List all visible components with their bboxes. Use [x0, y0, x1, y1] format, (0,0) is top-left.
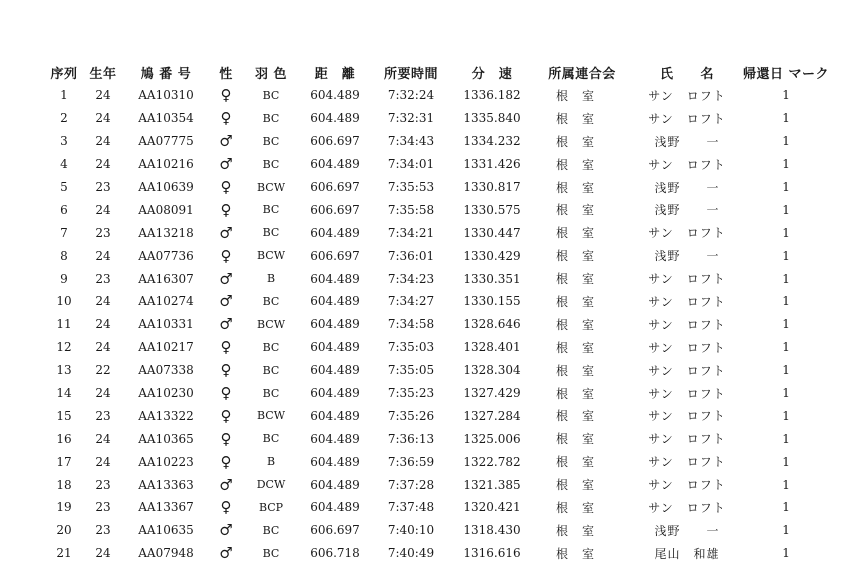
flight-time-cell: 7:35:58 — [387, 202, 435, 217]
return-day-cell: 1 — [782, 546, 790, 561]
owner-name-cell: 浅野 一 — [654, 203, 720, 218]
year-cell: 23 — [95, 225, 111, 240]
flight-time-cell: 7:35:05 — [387, 363, 435, 378]
header-distance: 距 離 — [314, 66, 356, 82]
union-cell: 根室 — [555, 546, 608, 561]
header-speed: 分 速 — [471, 66, 513, 82]
return-day-cell: 1 — [782, 386, 790, 401]
rank-cell: 14 — [56, 386, 72, 401]
speed-cell: 1318.430 — [463, 523, 521, 538]
sex-cell: ♀ — [220, 452, 232, 471]
owner-name-cell: サン ロフト — [648, 478, 726, 493]
flight-time-cell: 7:36:59 — [387, 454, 435, 469]
distance-cell: 604.489 — [310, 454, 360, 469]
results-body — [45, 84, 829, 565]
flight-time-cell: 7:34:27 — [387, 294, 435, 309]
speed-cell: 1316.616 — [463, 546, 521, 561]
year-cell: 24 — [95, 294, 111, 309]
rank-cell: 16 — [56, 431, 72, 446]
return-day-cell: 1 — [782, 180, 790, 194]
distance-cell: 604.489 — [310, 477, 360, 492]
return-day-cell: 1 — [782, 111, 790, 126]
rank-cell: 20 — [56, 523, 72, 538]
ring-number-cell: AA08091 — [138, 202, 194, 217]
sex-cell: ♂ — [219, 223, 233, 242]
table-row — [45, 290, 829, 313]
year-cell: 22 — [95, 363, 111, 378]
table-row — [45, 542, 829, 565]
return-day-cell: 1 — [782, 500, 790, 515]
year-cell: 24 — [95, 454, 111, 469]
return-day-cell: 1 — [782, 523, 790, 538]
flight-time-cell: 7:34:01 — [387, 157, 435, 172]
ring-number-cell: AA10217 — [138, 340, 194, 355]
union-cell: 根室 — [555, 203, 608, 218]
year-cell: 23 — [95, 523, 111, 538]
table-row — [45, 427, 829, 450]
speed-cell: 1330.429 — [463, 248, 521, 263]
table-row — [45, 336, 829, 359]
union-cell: 根室 — [555, 111, 608, 126]
return-day-cell: 1 — [782, 225, 790, 240]
union-cell: 根室 — [555, 249, 608, 264]
table-row — [45, 267, 829, 290]
return-day-cell: 1 — [782, 363, 790, 378]
flight-time-cell: 7:37:28 — [387, 477, 435, 492]
ring-number-cell: AA10365 — [138, 431, 194, 446]
speed-cell: 1336.182 — [463, 88, 521, 103]
owner-name-cell: サン ロフト — [648, 88, 726, 103]
distance-cell: 604.489 — [310, 157, 360, 172]
table-row — [45, 198, 829, 221]
sex-cell: ♀ — [220, 498, 232, 517]
sex-cell: ♀ — [220, 384, 232, 403]
sex-cell: ♀ — [220, 246, 232, 265]
year-cell: 23 — [95, 180, 111, 194]
union-cell: 根室 — [555, 500, 608, 515]
union-cell: 根室 — [555, 432, 608, 447]
return-day-cell: 1 — [782, 477, 790, 492]
owner-name-cell: サン ロフト — [648, 272, 726, 287]
plumage-color-cell: BC — [262, 134, 280, 148]
ring-number-cell: AA07338 — [138, 363, 194, 378]
union-cell: 根室 — [555, 134, 608, 149]
owner-name-cell: サン ロフト — [648, 409, 726, 424]
table-row — [45, 473, 829, 496]
union-cell: 根室 — [555, 226, 608, 241]
flight-time-cell: 7:32:31 — [387, 111, 435, 126]
rank-cell: 7 — [60, 225, 68, 240]
plumage-color-cell: BC — [262, 340, 280, 354]
race-results-table — [45, 60, 829, 565]
distance-cell: 606.697 — [310, 202, 360, 217]
union-cell: 根室 — [555, 272, 608, 287]
flight-time-cell: 7:32:24 — [387, 88, 435, 103]
rank-cell: 15 — [56, 408, 72, 423]
return-day-cell: 1 — [782, 408, 790, 423]
distance-cell: 604.489 — [310, 431, 360, 446]
return-day-cell: 1 — [782, 431, 790, 446]
distance-cell: 606.697 — [310, 523, 360, 538]
union-cell: 根室 — [555, 180, 608, 195]
owner-name-cell: 浅野 一 — [654, 523, 720, 538]
header-name: 氏 名 — [659, 66, 714, 82]
sex-cell: ♂ — [219, 544, 233, 563]
distance-cell: 604.489 — [310, 88, 360, 103]
plumage-color-cell: BC — [262, 386, 280, 400]
union-cell: 根室 — [555, 88, 608, 103]
flight-time-cell: 7:35:53 — [387, 180, 435, 194]
speed-cell: 1330.155 — [463, 294, 521, 309]
table-row — [45, 496, 829, 519]
union-cell: 根室 — [555, 455, 608, 470]
ring-number-cell: AA07775 — [138, 134, 194, 149]
distance-cell: 606.697 — [310, 180, 360, 194]
table-row — [45, 130, 829, 153]
flight-time-cell: 7:40:49 — [387, 546, 435, 561]
distance-cell: 604.489 — [310, 271, 360, 286]
table-row — [45, 313, 829, 336]
distance-cell: 604.489 — [310, 111, 360, 126]
sex-cell: ♀ — [220, 429, 232, 448]
table-row — [45, 221, 829, 244]
plumage-color-cell: BC — [262, 523, 280, 537]
speed-cell: 1327.284 — [463, 408, 521, 423]
year-cell: 24 — [95, 134, 111, 149]
ring-number-cell: AA07948 — [138, 546, 194, 561]
table-row — [45, 382, 829, 405]
distance-cell: 604.489 — [310, 317, 360, 332]
sex-cell: ♂ — [219, 155, 233, 174]
ring-number-cell: AA16307 — [138, 271, 194, 286]
sex-cell: ♀ — [220, 338, 232, 357]
sex-cell: ♂ — [219, 521, 233, 540]
year-cell: 24 — [95, 248, 111, 263]
owner-name-cell: 浅野 一 — [654, 180, 720, 195]
return-day-cell: 1 — [782, 271, 790, 286]
flight-time-cell: 7:37:48 — [387, 500, 435, 515]
return-day-cell: 1 — [782, 157, 790, 172]
owner-name-cell: サン ロフト — [648, 294, 726, 309]
union-cell: 根室 — [555, 317, 608, 332]
sex-cell: ♀ — [220, 406, 232, 425]
sex-cell: ♂ — [219, 269, 233, 288]
plumage-color-cell: BC — [262, 88, 280, 102]
plumage-color-cell: DCW — [256, 478, 286, 492]
speed-cell: 1320.421 — [463, 500, 521, 515]
ring-number-cell: AA10639 — [138, 180, 194, 194]
table-row — [45, 244, 829, 267]
rank-cell: 21 — [56, 546, 72, 561]
speed-cell: 1330.817 — [463, 180, 521, 194]
rank-cell: 9 — [60, 271, 68, 286]
table-row — [45, 450, 829, 473]
rank-cell: 12 — [56, 340, 72, 355]
plumage-color-cell: BC — [262, 432, 280, 446]
speed-cell: 1321.385 — [463, 477, 521, 492]
speed-cell: 1328.401 — [463, 340, 521, 355]
ring-number-cell: AA13367 — [138, 500, 194, 515]
header-ring: 鳩 番 号 — [140, 66, 192, 82]
year-cell: 24 — [95, 386, 111, 401]
owner-name-cell: サン ロフト — [648, 157, 726, 172]
return-day-cell: 1 — [782, 294, 790, 309]
rank-cell: 5 — [60, 180, 68, 194]
union-cell: 根室 — [555, 294, 608, 309]
ring-number-cell: AA13218 — [138, 225, 194, 240]
speed-cell: 1328.646 — [463, 317, 521, 332]
speed-cell: 1327.429 — [463, 386, 521, 401]
header-time: 所要時間 — [383, 66, 438, 82]
ring-number-cell: AA10310 — [138, 88, 194, 103]
year-cell: 24 — [95, 431, 111, 446]
rank-cell: 19 — [56, 500, 72, 515]
rank-cell: 17 — [56, 454, 72, 469]
flight-time-cell: 7:35:03 — [387, 340, 435, 355]
flight-time-cell: 7:34:21 — [387, 225, 435, 240]
rank-cell: 10 — [56, 294, 72, 309]
table-row — [45, 359, 829, 382]
year-cell: 23 — [95, 271, 111, 286]
plumage-color-cell: B — [266, 272, 276, 286]
distance-cell: 604.489 — [310, 294, 360, 309]
flight-time-cell: 7:34:58 — [387, 317, 435, 332]
plumage-color-cell: BCW — [256, 180, 285, 194]
sex-cell: ♀ — [220, 178, 232, 196]
year-cell: 24 — [95, 111, 111, 126]
rank-cell: 4 — [60, 157, 68, 172]
sex-cell: ♀ — [220, 361, 232, 380]
union-cell: 根室 — [555, 363, 608, 378]
owner-name-cell: サン ロフト — [648, 386, 726, 401]
distance-cell: 606.697 — [310, 248, 360, 263]
owner-name-cell: サン ロフト — [648, 363, 726, 378]
speed-cell: 1325.006 — [463, 431, 521, 446]
plumage-color-cell: BC — [262, 226, 280, 240]
ring-number-cell: AA10354 — [138, 111, 194, 126]
distance-cell: 604.489 — [310, 386, 360, 401]
year-cell: 24 — [95, 317, 111, 332]
sex-cell: ♀ — [220, 109, 232, 128]
plumage-color-cell: BC — [262, 111, 280, 125]
year-cell: 24 — [95, 157, 111, 172]
table-row — [45, 176, 829, 199]
return-day-cell: 1 — [782, 340, 790, 355]
flight-time-cell: 7:36:13 — [387, 431, 435, 446]
return-day-cell: 1 — [782, 248, 790, 263]
speed-cell: 1334.232 — [463, 134, 521, 149]
union-cell: 根室 — [555, 340, 608, 355]
year-cell: 23 — [95, 408, 111, 423]
owner-name-cell: 尾山 和雄 — [654, 546, 720, 561]
owner-name-cell: サン ロフト — [648, 500, 726, 515]
speed-cell: 1328.304 — [463, 363, 521, 378]
union-cell: 根室 — [555, 523, 608, 538]
flight-time-cell: 7:40:10 — [387, 523, 435, 538]
rank-cell: 3 — [60, 134, 68, 149]
ring-number-cell: AA10331 — [138, 317, 194, 332]
header-sex: 性 — [219, 66, 233, 82]
year-cell: 24 — [95, 340, 111, 355]
header-mark: 帰還日 マーク — [743, 66, 830, 82]
distance-cell: 606.718 — [310, 546, 360, 561]
flight-time-cell: 7:35:23 — [387, 386, 435, 401]
owner-name-cell: サン ロフト — [648, 111, 726, 126]
header-color: 羽 色 — [254, 66, 288, 82]
rank-cell: 13 — [56, 363, 72, 378]
sex-cell: ♂ — [219, 132, 233, 151]
return-day-cell: 1 — [782, 88, 790, 103]
flight-time-cell: 7:36:01 — [387, 248, 435, 263]
plumage-color-cell: BC — [262, 203, 280, 217]
speed-cell: 1330.575 — [463, 202, 521, 217]
flight-time-cell: 7:34:23 — [387, 271, 435, 286]
distance-cell: 604.489 — [310, 363, 360, 378]
return-day-cell: 1 — [782, 134, 790, 149]
ring-number-cell: AA10216 — [138, 157, 194, 172]
owner-name-cell: サン ロフト — [648, 226, 726, 241]
ring-number-cell: AA13363 — [138, 477, 194, 492]
year-cell: 24 — [95, 546, 111, 561]
speed-cell: 1330.447 — [463, 225, 521, 240]
ring-number-cell: AA10223 — [138, 454, 194, 469]
plumage-color-cell: BC — [262, 294, 280, 308]
table-row — [45, 519, 829, 542]
plumage-color-cell: BCW — [256, 317, 285, 331]
plumage-color-cell: BC — [262, 546, 280, 560]
rank-cell: 18 — [56, 477, 72, 492]
distance-cell: 606.697 — [310, 134, 360, 149]
plumage-color-cell: BCP — [258, 500, 284, 514]
distance-cell: 604.489 — [310, 408, 360, 423]
owner-name-cell: サン ロフト — [648, 317, 726, 332]
table-row — [45, 84, 829, 107]
speed-cell: 1330.351 — [463, 271, 521, 286]
header-rank: 序列 — [50, 66, 78, 82]
union-cell: 根室 — [555, 478, 608, 493]
sex-cell: ♂ — [219, 475, 233, 494]
header-year: 生年 — [89, 66, 117, 82]
plumage-color-cell: BC — [262, 363, 280, 377]
rank-cell: 6 — [60, 202, 68, 217]
ring-number-cell: AA10274 — [138, 294, 194, 309]
sex-cell: ♂ — [219, 315, 233, 334]
return-day-cell: 1 — [782, 202, 790, 217]
speed-cell: 1335.840 — [463, 111, 521, 126]
union-cell: 根室 — [555, 157, 608, 172]
return-day-cell: 1 — [782, 454, 790, 469]
union-cell: 根室 — [555, 386, 608, 401]
year-cell: 23 — [95, 500, 111, 515]
header-union: 所属連合会 — [548, 66, 616, 82]
plumage-color-cell: B — [266, 455, 276, 469]
speed-cell: 1331.426 — [463, 157, 521, 172]
rank-cell: 11 — [56, 317, 72, 332]
rank-cell: 2 — [60, 111, 68, 126]
distance-cell: 604.489 — [310, 340, 360, 355]
year-cell: 24 — [95, 202, 111, 217]
union-cell: 根室 — [555, 409, 608, 424]
sex-cell: ♀ — [220, 200, 232, 219]
owner-name-cell: 浅野 一 — [654, 249, 720, 264]
table-row — [45, 153, 829, 176]
plumage-color-cell: BC — [262, 157, 280, 171]
rank-cell: 8 — [60, 248, 68, 263]
table-row — [45, 107, 829, 130]
year-cell: 24 — [95, 88, 111, 103]
owner-name-cell: サン ロフト — [648, 455, 726, 470]
plumage-color-cell: BCW — [256, 249, 285, 263]
return-day-cell: 1 — [782, 317, 790, 332]
flight-time-cell: 7:35:26 — [387, 408, 435, 423]
year-cell: 23 — [95, 477, 111, 492]
ring-number-cell: AA07736 — [138, 248, 194, 263]
speed-cell: 1322.782 — [463, 454, 521, 469]
distance-cell: 604.489 — [310, 225, 360, 240]
header-row — [45, 60, 829, 84]
flight-time-cell: 7:34:43 — [387, 134, 435, 149]
distance-cell: 604.489 — [310, 500, 360, 515]
plumage-color-cell: BCW — [256, 409, 285, 423]
owner-name-cell: サン ロフト — [648, 340, 726, 355]
rank-cell: 1 — [60, 88, 68, 103]
ring-number-cell: AA10635 — [138, 523, 194, 538]
owner-name-cell: 浅野 一 — [654, 134, 720, 149]
sex-cell: ♂ — [219, 292, 233, 311]
table-row — [45, 404, 829, 427]
sex-cell: ♀ — [220, 86, 232, 105]
ring-number-cell: AA13322 — [138, 408, 194, 423]
owner-name-cell: サン ロフト — [648, 432, 726, 447]
ring-number-cell: AA10230 — [138, 386, 194, 401]
